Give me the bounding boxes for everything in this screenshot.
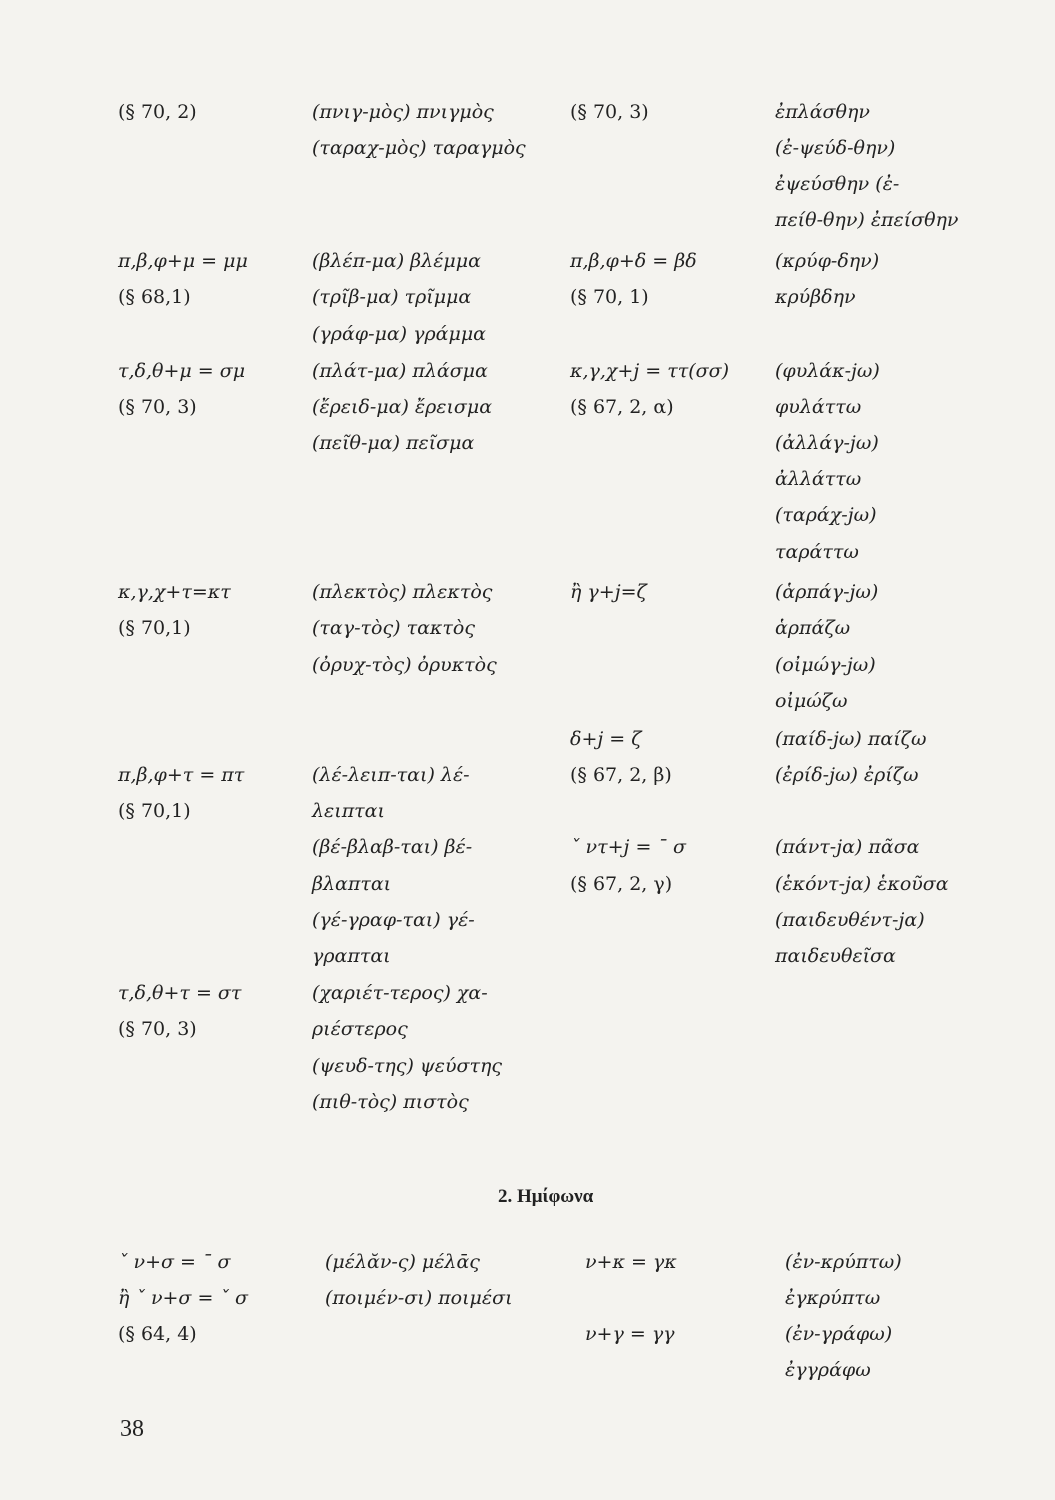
example: παιδευθεῖσα [775, 945, 896, 967]
example: (ταραχ-μὸς) ταραγμὸς [312, 137, 526, 159]
example: (ἐρίδ-jω) ἐρίζω [775, 764, 919, 786]
rule-ref: (§ 70, 3) [570, 101, 649, 123]
example: (ἁρπάγ-jω) [775, 581, 879, 603]
rule-ref: (§ 70,1) [118, 617, 191, 639]
rule-formula: τ,δ,θ+μ = σμ [118, 360, 246, 382]
example: (πεῖθ-μα) πεῖσμα [312, 432, 475, 454]
example: (μέλᾰν-ς) μέλᾱς [325, 1251, 480, 1273]
example: (βέ-βλαβ-ται) βέ- [312, 836, 473, 858]
example: (γράφ-μα) γράμμα [312, 323, 487, 345]
example: ἐγγράφω [785, 1359, 871, 1381]
rule-ref: (§ 70, 3) [118, 1018, 197, 1040]
rule-formula: ˇ ν+σ = ˉ σ [118, 1251, 231, 1273]
example: λειπται [312, 800, 385, 822]
example: (ἀλλάγ-jω) [775, 432, 879, 454]
example: (φυλάκ-jω) [775, 360, 880, 382]
rule-formula: π,β,φ+μ = μμ [118, 250, 248, 272]
example: (ἐν-γράφω) [785, 1323, 893, 1345]
example: (λέ-λειπ-ται) λέ- [312, 764, 470, 786]
example: ἀλλάττω [775, 468, 862, 490]
rule-ref: (§ 64, 4) [118, 1323, 197, 1345]
example: (ὀρυχ-τὸς) ὀρυκτὸς [312, 654, 497, 676]
example: (πνιγ-μὸς) πνιγμὸς [312, 101, 494, 123]
example: (τρῖβ-μα) τρῖμμα [312, 286, 472, 308]
example: (ἐ-ψεύδ-θην) [775, 137, 896, 159]
rule-formula: π,β,φ+δ = βδ [570, 250, 697, 272]
example: ἁρπάζω [775, 617, 851, 639]
example: (ἔρειδ-μα) ἔρεισμα [312, 396, 493, 418]
rule-formula: τ,δ,θ+τ = στ [118, 982, 242, 1004]
example: οἰμώζω [775, 690, 848, 712]
example: ἐγκρύπτω [785, 1287, 881, 1309]
example: (χαριέτ-τερος) χα- [312, 982, 488, 1004]
section-heading: 2. Ημίφωνα [498, 1186, 594, 1207]
example: φυλάττω [775, 396, 862, 418]
rule-formula: ˇ ντ+j = ˉ σ [570, 836, 686, 858]
rule-ref: (§ 70, 1) [570, 286, 649, 308]
rule-formula: ν+κ = γκ [585, 1251, 677, 1273]
rule-ref: (§ 67, 2, γ) [570, 873, 673, 895]
example: (βλέπ-μα) βλέμμα [312, 250, 481, 272]
rule-ref: (§ 67, 2, α) [570, 396, 674, 418]
page-number: 38 [120, 1416, 144, 1442]
example: κρύβδην [775, 286, 856, 308]
example: ἐψεύσθην (ἐ- [775, 173, 900, 195]
example: βλαπται [312, 873, 392, 895]
rule-formula: π,β,φ+τ = πτ [118, 764, 245, 786]
example: (ἑκόντ-jα) ἑκοῦσα [775, 873, 949, 895]
example: (ἐν-κρύπτω) [785, 1251, 902, 1273]
example: (γέ-γραφ-ται) γέ- [312, 909, 475, 931]
rule-formula: κ,γ,χ+τ=κτ [118, 581, 231, 603]
rule-formula: δ+j = ζ [570, 728, 642, 750]
rule-ref: (§ 70,1) [118, 800, 191, 822]
example: (πλεκτὸς) πλεκτὸς [312, 581, 493, 603]
rule-formula: κ,γ,χ+j = ττ(σσ) [570, 360, 730, 382]
example: (παίδ-jω) παίζω [775, 728, 927, 750]
rule-formula: ἢ ˇ ν+σ = ˇ σ [118, 1287, 248, 1309]
rule-ref: (§ 70, 3) [118, 396, 197, 418]
example: ριέστερος [312, 1018, 408, 1040]
rule-ref: (§ 67, 2, β) [570, 764, 672, 786]
rule-formula: ἢ γ+j=ζ [570, 581, 647, 603]
example: (ψευδ-της) ψεύστης [312, 1055, 503, 1077]
example: ἐπλάσθην [775, 101, 870, 123]
example: (ταράχ-jω) [775, 504, 877, 526]
rule-formula: ν+γ = γγ [585, 1323, 675, 1345]
example: (πάντ-jα) πᾶσα [775, 836, 920, 858]
example: πείθ-θην) ἐπείσθην [775, 209, 959, 231]
example: (οἰμώγ-jω) [775, 654, 876, 676]
example: ταράττω [775, 541, 859, 563]
example: (πιθ-τὸς) πιστὸς [312, 1091, 469, 1113]
example: (ταγ-τὸς) τακτὸς [312, 617, 475, 639]
rule-ref: (§ 68,1) [118, 286, 191, 308]
example: (ποιμέν-σι) ποιμέσι [325, 1287, 513, 1309]
rule-ref: (§ 70, 2) [118, 101, 197, 123]
example: (πλάτ-μα) πλάσμα [312, 360, 488, 382]
example: (παιδευθέντ-jα) [775, 909, 925, 931]
example: γραπται [312, 945, 391, 967]
example: (κρύφ-δην) [775, 250, 880, 272]
